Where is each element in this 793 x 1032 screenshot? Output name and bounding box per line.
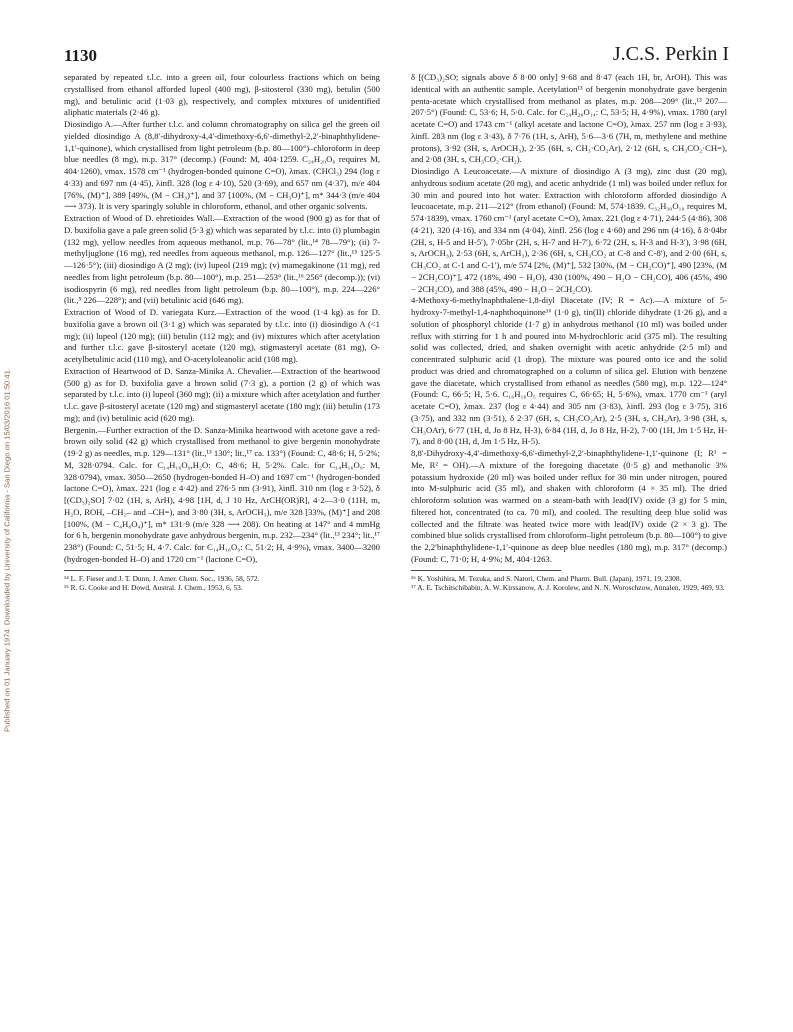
left-column: [64, 72, 380, 593]
journal-title: J.C.S. Perkin I: [612, 43, 729, 65]
paragraph: δ [(CD₃)₂SO; signals above δ 8·00 only] 9·68 and 8·47 (each 1H, br, ArOH). This was identical with an authentic sample. Acetylation¹³ of bergenin monohydrate gave bergenin penta-acetate which crystallised from methanol as plates, m.p. 208—209° (lit.,¹³ 207—207·5°) (Found: C, 53·6; H, 5·0. Calc. for C₂₄H₂₆O₁₄: C, 53·5; H, 4·9%), νmax. 1780 (aryl acetate C=O) and 1743 cm⁻¹ (alkyl acetate and lactone C=O), λmax. 257 nm (log ε 3·93), λinfl. 283 nm (log ε 3·43), δ 7·76 (1H, s, ArH), 5·6—3·6 (7H, m, methylene and methine protons), 3·92 (3H, s, ArOCH₃), 2·35 (6H, s, CH₃·CO₂Ar), 2·12 (6H, s, CH₃CO₂·CH=), and 2·08 (3H, s, CH₃CO₂·CH₂).: [411, 72, 727, 165]
paragraph: 8,8′-Dihydroxy-4,4′-dimethoxy-6,6′-dimethyl-2,2′-binaphthylidene-1,1′-quinone (I; R¹ = Me, R² = OH).—A mixture of the foregoing diacetate (0·5 g) and methanolic 3% potassium hydroxide (20 ml) was boiled under reflux for 30 min under nitrogen, poured into M-sulphuric acid (35 ml), and shaken with chloroform (4 × 35 ml). The dried chloroform solution was warmed on a steam-bath with lead(IV) oxide (3 g) for 5 min, filtered hot, concentrated (to ca. 70 ml), and cooled. The resulting deep blue solid was collected and the filtrate was heated twice more with lead(IV) oxide (2 × 3 g). The combined blue solids crystallised from chloroform–light petroleum (b.p. 80—100°) to give the 2,2′binaphthylidene-1,1′-quinone as deep blue needles (180 mg), m.p. 317° (decomp.) (Found: C, 71·0; H, 4·9%; M, 404·1263.: [411, 448, 727, 564]
paragraph: Diosindigo A.—After further t.l.c. and column chromatography on silica gel the green oil yielded diosindigo A (8,8′-dihydroxy-4,4′-dimethoxy-6,6′-dimethyl-2,2′-binaphthylidene-1,1′-quinone), which crystallised from light petroleum (b.p. 80—100°)–chloroform in deep blue needles (8 mg), m.p. 317° (decomp.) (Found: M, 404·1259. C₂₄H₂₀O₆ requires M, 404·1260), νmax. 1578 cm⁻¹ (hydrogen-bonded quinone C=O), λmax. (CHCl₃) 294 (log ε 4·33) and 697 nm (4·45), λinfl. 328 (log ε 4·10), 520 (3·69), and 657 nm (4·37), m/e 404 [76%, (M)⁺], 389 [49%, (M − CH₃)⁺], and 37 [100%, (M − CH₃O)⁺], m* 344·3 (m/e 404 ⟶ 373). It is very sparingly soluble in chloroform, ethanol, and other organic solvents.: [64, 119, 380, 212]
footnote: ¹⁷ A. E. Tschitschibabin, A. W. Kirssanow, A. J. Korolew, and N. N. Woroschzow, Annalen, 1929, 469, 93.: [411, 583, 725, 592]
paragraph: Extraction of Wood of D. variegata Kurz.—Extraction of the wood (1·4 kg) as for D. buxifolia gave a brown oil (3·1 g) which was separated by t.l.c. into (i) diosindigo A (<1 mg); (ii) lupeol (120 mg); (iii) betulin (112 mg); and (iv) mixtures which after acetylation and further t.l.c. gave β-sitosteryl acetate (120 mg), stigmasteryl acetate (81 mg), O-acetylbetulinic acid (110 mg), and O-acetyloleanolic acid (108 mg).: [64, 307, 380, 364]
paragraph: Diosindigo A Leucoacetate.—A mixture of diosindigo A (3 mg), zinc dust (20 mg), anhydrous sodium acetate (20 mg), and acetic anhydride (1 ml) was boiled under reflux for 30 min and poured into hot water. Extraction with chloroform afforded diosindigo A leucoacetate, m.p. 211—212° (from ethanol) (Found: M, 574·1839. C₃₂H₃₀O₁₀ requires M, 574·1839), νmax. 1760 cm⁻¹ (aryl acetate C=O), λmax. 221 (log ε 4·71), 244·5 (4·86), 308 (4·21), 320 (4·16), and 334 nm (4·04), λinfl. 256 (log ε 4·60) and 296 nm (4·16), δ 8·04br (2H, s, H-5 and H-5′), 7·05br (2H, s, H-7 and H-7′), 6·72 (2H, s, H-3 and H-3′), 3·98 (6H, s, ArOCH₃), 2·53 (6H, s, ArCH₃), 2·36 (6H, s, CH₃CO₂ at C-8 and C-8′), and 2·00 (6H, s, CH₃CO₂ at C-1 and C-1′), m/e 574 [2%, (M)⁺], 532 [30%, (M − CH₂CO)⁺], 490 [23%, (M − 2CH₂CO)⁺], 472 (18%, 490 − H₂O), 430 (100%, 490 − H₂O − CH₂CO), 406 (45%, 490 − 2CH₂CO), and 388 (45%, 490 − H₂O − 2CH₂CO).: [411, 166, 727, 294]
download-watermark-text: Published on 01 January 1974. Downloaded by University of California - San Diego on 15/03/2016 01:50:41.: [2, 368, 12, 732]
footnote-divider: [411, 570, 561, 571]
paragraph: Bergenin.—Further extraction of the D. Sanza-Minika heartwood with acetone gave a red-brown oily solid (42 g) which crystallised from methanol to give bergenin monohydrate (19·2 g) as needles, m.p. 129—131° (lit.,¹³ 130°; lit.,¹⁷ ca. 133°) (Found: C, 48·6; H, 5·2%; M, 328·0794. Calc. for C₁₄H₁₆O₉,H₂O: C, 48·6; H, 5·2%. Calc. for C₁₄H₁₆O₉: M, 328·0794), νmax. 3050—2650 (hydrogen-bonded H–O) and 1697 cm⁻¹ (hydrogen-bonded lactone C=O), λmax. 221 (log ε 4·42) and 276·5 nm (3·91), λinfl. 310 nm (log ε 3·52), δ [(CD₃)₂SO] 7·02 (1H, s, ArH), 4·98 [1H, d, J 10 Hz, ArCH(OR)R], 4·2—3·0 (11H, m, H₂O, ROH, –CH₂– and –CH=), and 3·80 (3H, s, ArOCH₃), m/e 328 [33%, (M)⁺] and 208 [100%, (M − C₄H₈O₄)⁺], m* 131·9 (m/e 328 ⟶ 208). On heating at 147° and 4 mmHg for 6 h, bergenin monohydrate gave anhydrous bergenin, m.p. 232—234° (lit.,¹³ 234°; lit.,¹⁷ 238°) (Found: C, 51·5; H, 4·7. Calc. for C₁₄H₁₆O₉: C, 51·2; H, 4·9%), νmax. 3400—3200 (hydrogen-bonded H–O) and 1720 cm⁻¹ (lactone C=O),: [64, 424, 380, 564]
right-column: [411, 72, 727, 593]
page-number: 1130: [64, 46, 98, 65]
footnote: ¹⁶ K. Yoshihira, M. Tezuka, and S. Natori, Chem. and Pharm. Bull. (Japan), 1971, 19, 2308.: [411, 573, 682, 583]
paragraph: Extraction of Heartwood of D. Sanza-Minika A. Chevalier.—Extraction of the heartwood (500 g) as for D. buxifolia gave a brown solid (7·3 g), a portion (2 g) of which was separated by t.l.c. into (i) lupeol (360 mg); (ii) a mixture which after acetylation and further t.l.c. gave β-sitosteryl acetate (120 mg) and stigmasteryl acetate (180 mg); (iii) betulin (173 mg); and (iv) betulinic acid (620 mg).: [64, 365, 380, 423]
paragraph: 4-Methoxy-6-methylnaphthalene-1,8-diyl Diacetate (IV; R = Ac).—A mixture of 5-hydroxy-7-methyl-1,4-naphthoquinone¹⁶ (1·0 g), tin(II) chloride dihydrate (1·26 g), and a solution of phosphoryl chloride (1·7 g) in anhydrous methanol (10 ml) was boiled under reflux with stirring for 1 h and poured into M-hydrochloric acid (375 ml). The resulting solid was collected, dried, and shaken overnight with acetic anhydride (2·5 ml) and concentrated sulphuric acid (1 drop). The mixture was poured onto ice and the solid product was dried and chromatographed on a column of silica gel. Elution with benzene gave the diacetate, which crystallised from ethanol as needles (580 mg), m.p. 122—124° (Found: C, 66·5; H, 5·6. C₁₆H₁₆O₅ requires C, 66·65; H, 5·6%), νmax. 1770 cm⁻¹ (aryl acetate C=O), λmax. 237 (log ε 4·44) and 305 nm (3·83), λinfl. 293 (log ε 3·75), 316 (3·75), and 332 nm (3·51), δ 2·37 (6H, s, CH₃CO₂Ar), 2·5 (3H, s, CH₃Ar), 3·98 (3H, s, CH₃OAr), 6·77 (1H, d, Jo 8 Hz, H-3), 6·84 (1H, d, Jo 8 Hz, H-2), 7·00 (1H, Jm 1·5 Hz, H-7), and 8·00 (1H, d, Jm 1·5 Hz, H-5).: [411, 295, 727, 447]
footnote-divider: [64, 570, 214, 571]
paragraph: separated by repeated t.l.c. into a green oil, four colourless fractions which on being crystallised from ethanol afforded lupeol (400 mg), β-sitosterol (330 mg), betulin (500 mg), and betulinic acid (1·03 g), respectively, and complex mixtures of unidentified aliphatic materials (2·46 g).: [64, 72, 380, 118]
paragraph: Extraction of Wood of D. ehretioides Wall.—Extraction of the wood (900 g) as for that of D. buxifolia gave a pale green solid (5·3 g) which was separated by t.l.c. into (i) plumbagin (132 mg), yellow needles from aqueous methanol, m.p. 76—78° (lit.,¹⁴ 78—79°); (ii) 7-methyljuglone (16 mg), red needles from aqueous methanol, m.p. 126—127° (lit.,¹⁵ 125·5—126·5°); (iii) diosindigo A (2 mg); (iv) lupeol (219 mg); (v) mamegakinone (11 mg), red needles from light petroleum (b.p. 80—100°), m.p. 251—253° (lit.,¹⁶ 256° (decomp.)); (vi) isodiospyrin (6 mg), red needles from light petroleum (b.p. 80—100°), m.p. 224—226° (lit.,⁵ 226—228°); and (vii) betulinic acid (646 mg).: [64, 213, 380, 306]
footnote: ¹⁵ R. G. Cooke and H. Dowd, Austral. J. Chem., 1953, 6, 53.: [64, 583, 243, 592]
footnote: ¹⁴ L. F. Fieser and J. T. Dunn, J. Amer. Chem. Soc., 1936, 58, 572.: [64, 573, 260, 583]
download-watermark: [1, 200, 13, 900]
